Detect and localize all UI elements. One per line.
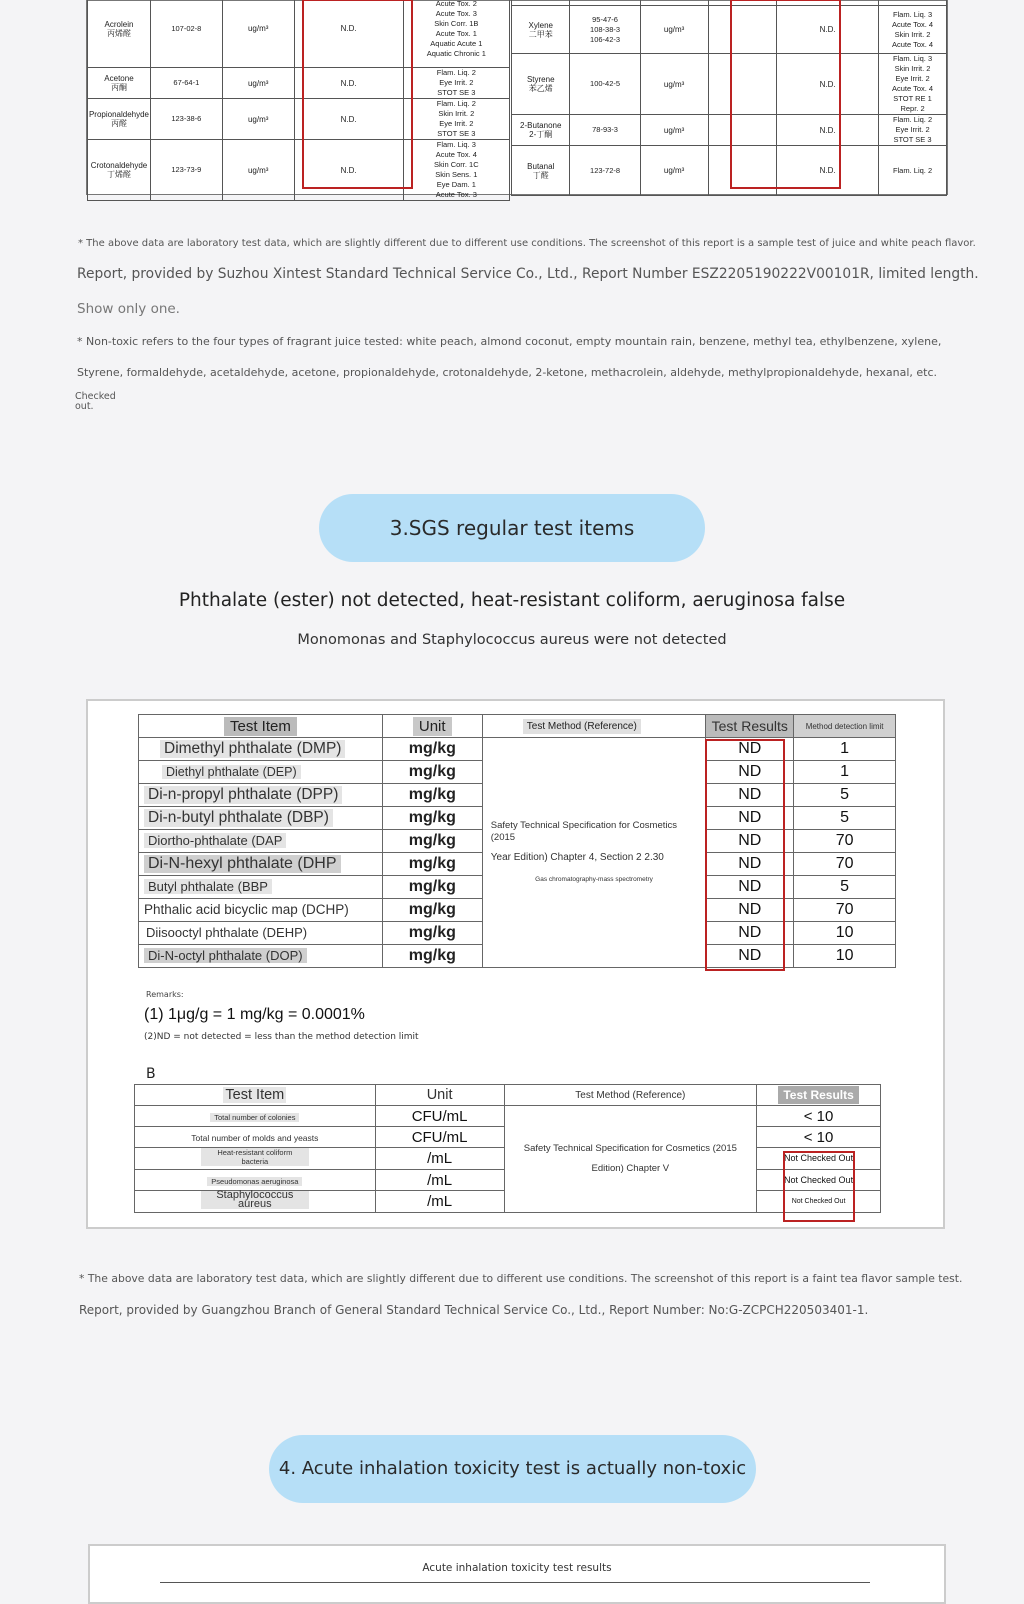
section-4-pill [269,1435,756,1503]
disclaimer-note-1: * The above data are laboratory test data, which are slightly different due to different use conditions. The screenshot of this report is a sample test of juice and white peach flavor. [78,238,976,249]
substance-name-cell [512,115,570,146]
remarks-line-2: (2)ND = not detected = less than the method detection limit [144,1032,419,1042]
table-b-header-row [135,1085,881,1106]
method-line-2: Edition) Chapter V [591,1163,670,1174]
test-result-cell: ND [706,784,794,807]
top-test-report-image [86,0,948,199]
unit-cell: ug/m³ [640,146,708,196]
detection-limit-cell: 10 [794,922,896,945]
substance-name: Acetone [104,74,134,83]
spacer-cell [708,54,777,115]
inhalation-report-image [88,1544,946,1604]
detection-limit-cell: 1 [794,738,896,761]
test-result-cell: ND [706,830,794,853]
detection-limit-cell: 1 [794,761,896,784]
hazards-cell: Flam. Liq. 2 Eye Irrit. 2 STOT SE 3 [879,115,947,146]
test-item-name: Di-n-propyl phthalate (DPP) [144,786,342,804]
remarks-line-1: (1) 1μg/g = 1 mg/kg = 0.0001% [144,1006,365,1023]
unit-cell: ug/m³ [222,68,294,99]
unit-cell: ug/m³ [640,6,708,54]
test-item-cell [139,853,383,876]
substance-name: 2-Butanone [520,121,562,130]
test-item-name: Total number of colonies [210,1113,299,1122]
test-item-cell [135,1170,376,1191]
test-item-name: Dimethyl phthalate (DMP) [160,740,345,758]
checked-out-line-2: out. [75,401,94,412]
test-item-cell [139,945,383,968]
unit-cell: mg/kg [382,784,482,807]
detection-limit-cell: 10 [794,945,896,968]
unit-cell: mg/kg [382,761,482,784]
detection-limit-cell: 5 [794,807,896,830]
test-result-cell: ND [706,876,794,899]
cas-cell: 95-47-6 108-38-3 106-42-3 [570,6,640,54]
substance-name: Butanal [527,161,555,171]
cas-cell: 107-02-8 [150,0,222,68]
test-item-name: Heat-resistant coliform bacteria [201,1148,309,1166]
test-item-cell [139,807,383,830]
spacer-cell [708,146,777,196]
substance-name: Crotonaldehyde [90,161,148,170]
substance-name-cell [88,68,151,99]
substance-name-cn: 丙酮 [110,83,127,92]
top-report-left-table [87,0,510,201]
cas-cell: 100-42-5 [570,54,640,115]
test-result-cell: < 10 [757,1106,881,1127]
section-4-title: 4. Acute inhalation toxicity test is actually non-toxic [278,1458,747,1479]
hazards-cell: Flam. Liq. 3 Acute Tox. 4 Skin Irrit. 2 Acute Tox. 4 [879,6,947,54]
test-method-cell [504,1106,757,1213]
b-header-unit: Unit [375,1085,504,1106]
section-3-subtitle-2: Monomonas and Staphylococcus aureus were not detected [297,632,727,648]
nontoxic-note-line-2: Styrene, formaldehyde, acetaldehyde, acetone, propionaldehyde, crotonaldehyde, 2-ketone, methacrolein, aldehyde, methylpropionaldehyde, hexanal, etc. [77,366,938,379]
b-header-test-method: Test Method (Reference) [504,1085,757,1106]
test-result-cell: ND [706,945,794,968]
section-3-title: 3.SGS regular test items [389,516,635,540]
detection-limit-cell: 70 [794,899,896,922]
header-test-method: Test Method (Reference) [523,719,641,734]
section-3-subtitle-1: Phthalate (ester) not detected, heat-resistant coliform, aeruginosa false [178,590,846,611]
substance-name-cell [512,54,570,115]
unit-cell: mg/kg [382,807,482,830]
top-report-row [512,54,947,115]
substance-name-cn: 丙烯醛 [106,28,131,38]
test-item-name: Phthalic acid bicyclic map (DCHP) [144,902,349,917]
test-method-cell [482,738,706,968]
cas-cell: 123-73-9 [150,140,222,201]
substance-name-cn: 二甲苯 [528,29,553,39]
substance-name-cell [512,6,570,54]
report-provider-2: Report, provided by Guangzhou Branch of General Standard Technical Service Co., Ltd., Report Number: No:G-ZCPCH220503401-1. [79,1303,869,1317]
substance-name-cell [88,99,151,140]
unit-cell: CFU/mL [375,1106,504,1127]
checked-out-note [75,392,116,412]
unit-cell: mg/kg [382,738,482,761]
test-item-name: Diethyl phthalate (DEP) [162,765,301,779]
checked-out-line-1: Checked [75,391,116,402]
table-row [135,1106,881,1127]
b-header-test-item: Test Item [225,1087,285,1103]
top-report-row [88,0,510,68]
test-item-name: Total number of molds and yeasts [191,1133,319,1143]
unit-cell: mg/kg [382,853,482,876]
detection-limit-cell: 5 [794,784,896,807]
method-line-1: Safety Technical Specification for Cosmetics (2015 [523,1143,737,1154]
substance-name-cell [512,146,570,196]
cas-cell: 123-72-8 [570,146,640,196]
top-report-right-table [511,0,947,196]
top-report-row [88,140,510,201]
inhalation-box-caption: Acute inhalation toxicity test results [422,1562,612,1574]
unit-cell: ug/m³ [222,0,294,68]
remarks-label: Remarks: [146,990,184,999]
spacer-cell [708,6,777,54]
test-item-name: Diisooctyl phthalate (DEHP) [146,925,308,940]
cas-cell: 78-93-3 [570,115,640,146]
substance-name: Xylene [528,20,553,30]
substance-name-cell [88,140,151,201]
test-result-cell: ND [706,922,794,945]
substance-name: Propionaldehyde [88,110,149,119]
test-result-cell: Not Checked Out [757,1191,881,1213]
unit-cell: mg/kg [382,899,482,922]
sgs-report-image [86,699,945,1229]
detection-limit-cell: 70 [794,830,896,853]
unit-cell: /mL [375,1148,504,1170]
unit-cell: ug/m³ [640,115,708,146]
test-item-cell [139,876,383,899]
test-result-cell: ND [706,899,794,922]
test-result-cell: Not Checked Out [757,1148,881,1170]
test-result-cell: < 10 [757,1127,881,1148]
result-cell: N.D. [777,115,879,146]
substance-name-cn: 丙醛 [110,119,127,128]
unit-cell: mg/kg [382,876,482,899]
test-result-cell: ND [706,853,794,876]
cas-cell: 123-38-6 [150,99,222,140]
phthalate-test-table [138,714,896,968]
detection-limit-cell: 70 [794,853,896,876]
test-item-cell [139,761,383,784]
header-detection-limit: Method detection limit [794,715,896,738]
unit-cell: CFU/mL [375,1127,504,1148]
test-item-cell [139,899,383,922]
test-item-cell [139,738,383,761]
result-cell: N.D. [294,140,403,201]
hazards-cell: Flam. Liq. 2 Eye Irrit. 2 STOT SE 3 [403,68,509,99]
top-report-row [512,115,947,146]
inhalation-table-rule [160,1582,870,1583]
top-report-row [88,68,510,99]
spacer-cell [708,115,777,146]
test-item-name: Di-n-butyl phthalate (DBP) [144,809,333,827]
hazards-cell: Flam. Liq. 2 [879,146,947,196]
table-a-header-row [139,715,896,738]
test-item-cell [135,1148,376,1170]
substance-name-cn: 2-丁酮 [529,130,553,139]
test-result-cell: ND [706,761,794,784]
method-line-1: Safety Technical Specification for Cosmetics (2015 [490,819,677,843]
unit-cell: mg/kg [382,830,482,853]
test-item-cell [135,1106,376,1127]
test-item-name: Diortho-phthalate (DAP [144,833,286,848]
test-item-name: Butyl phthalate (BBP [144,879,272,894]
top-report-row [512,6,947,54]
substance-name-cn: 丁醛 [532,170,549,180]
substance-name: Styrene [526,75,555,84]
hazards-cell: Flam. Liq. 3 Acute Tox. 4 Skin Corr. 1C Skin Sens. 1 Eye Dam. 1 Acute Tox. 3 [403,140,509,201]
header-test-item: Test Item [224,717,297,736]
microbial-test-table [134,1084,881,1213]
unit-cell: mg/kg [382,945,482,968]
test-result-cell: ND [706,738,794,761]
method-line-2: Year Edition) Chapter 4, Section 2 2.30 [490,851,664,863]
test-item-cell [139,830,383,853]
unit-cell: mg/kg [382,922,482,945]
result-cell: N.D. [777,54,879,115]
unit-cell: /mL [375,1191,504,1213]
substance-name-cell [88,0,151,68]
table-row [139,738,896,761]
header-test-results: Test Results [706,715,794,738]
hazards-cell: Flam. Liq. 2 Skin Irrit. 2 Eye Irrit. 2 STOT SE 3 [403,99,509,140]
test-result-cell: Not Checked Out [757,1170,881,1191]
unit-cell: ug/m³ [222,99,294,140]
section-3-pill [319,494,705,562]
hazards-cell: Acute Tox. 2 Acute Tox. 3 Skin Corr. 1B Acute Tox. 1 Aquatic Acute 1 Aquatic Chronic 1 [403,0,509,68]
test-item-name: Staphylococcus aureus [201,1191,309,1209]
show-only-one-note: Show only one. [77,301,180,317]
cas-cell: 67-64-1 [150,68,222,99]
substance-name-cn: 苯乙烯 [528,84,553,93]
result-cell: N.D. [294,68,403,99]
test-result-cell: ND [706,807,794,830]
detection-limit-cell: 5 [794,876,896,899]
test-item-cell [135,1191,376,1213]
nontoxic-note-line-1: * Non-toxic refers to the four types of fragrant juice tested: white peach, almond coconut, empty mountain rain, benzene, methyl tea, ethylbenzene, xylene, [77,335,942,348]
report-provider-1: Report, provided by Suzhou Xintest Standard Technical Service Co., Ltd., Report Number ESZ2205190222V00101R, limited length. [77,266,979,282]
top-report-row [88,99,510,140]
unit-cell: ug/m³ [222,140,294,201]
table-b-label: B [146,1066,156,1082]
b-header-test-results: Test Results [778,1086,858,1104]
top-report-row [512,146,947,196]
hazards-cell: Flam. Liq. 3 Skin Irrit. 2 Eye Irrit. 2 Acute Tox. 4 STOT RE 1 Repr. 2 [879,54,947,115]
test-item-cell [139,922,383,945]
result-cell: N.D. [294,99,403,140]
result-cell: N.D. [294,0,403,68]
disclaimer-note-2: * The above data are laboratory test data, which are slightly different due to different use conditions. The screenshot of this report is a faint tea flavor sample test. [79,1272,963,1285]
result-cell: N.D. [777,6,879,54]
test-item-name: Pseudomonas aeruginosa [207,1177,302,1186]
substance-name-cn: 丁烯醛 [106,170,131,179]
test-item-cell [139,784,383,807]
substance-name: Acrolein [104,19,134,29]
unit-cell: /mL [375,1170,504,1191]
test-item-cell [135,1127,376,1148]
method-line-3: Gas chromatography-mass spectrometry [535,875,653,883]
unit-cell: ug/m³ [640,54,708,115]
header-unit: Unit [413,717,452,736]
test-item-name: Di-N-octyl phthalate (DOP) [144,948,307,963]
result-cell: N.D. [777,146,879,196]
test-item-name: Di-N-hexyl phthalate (DHP [144,855,341,873]
